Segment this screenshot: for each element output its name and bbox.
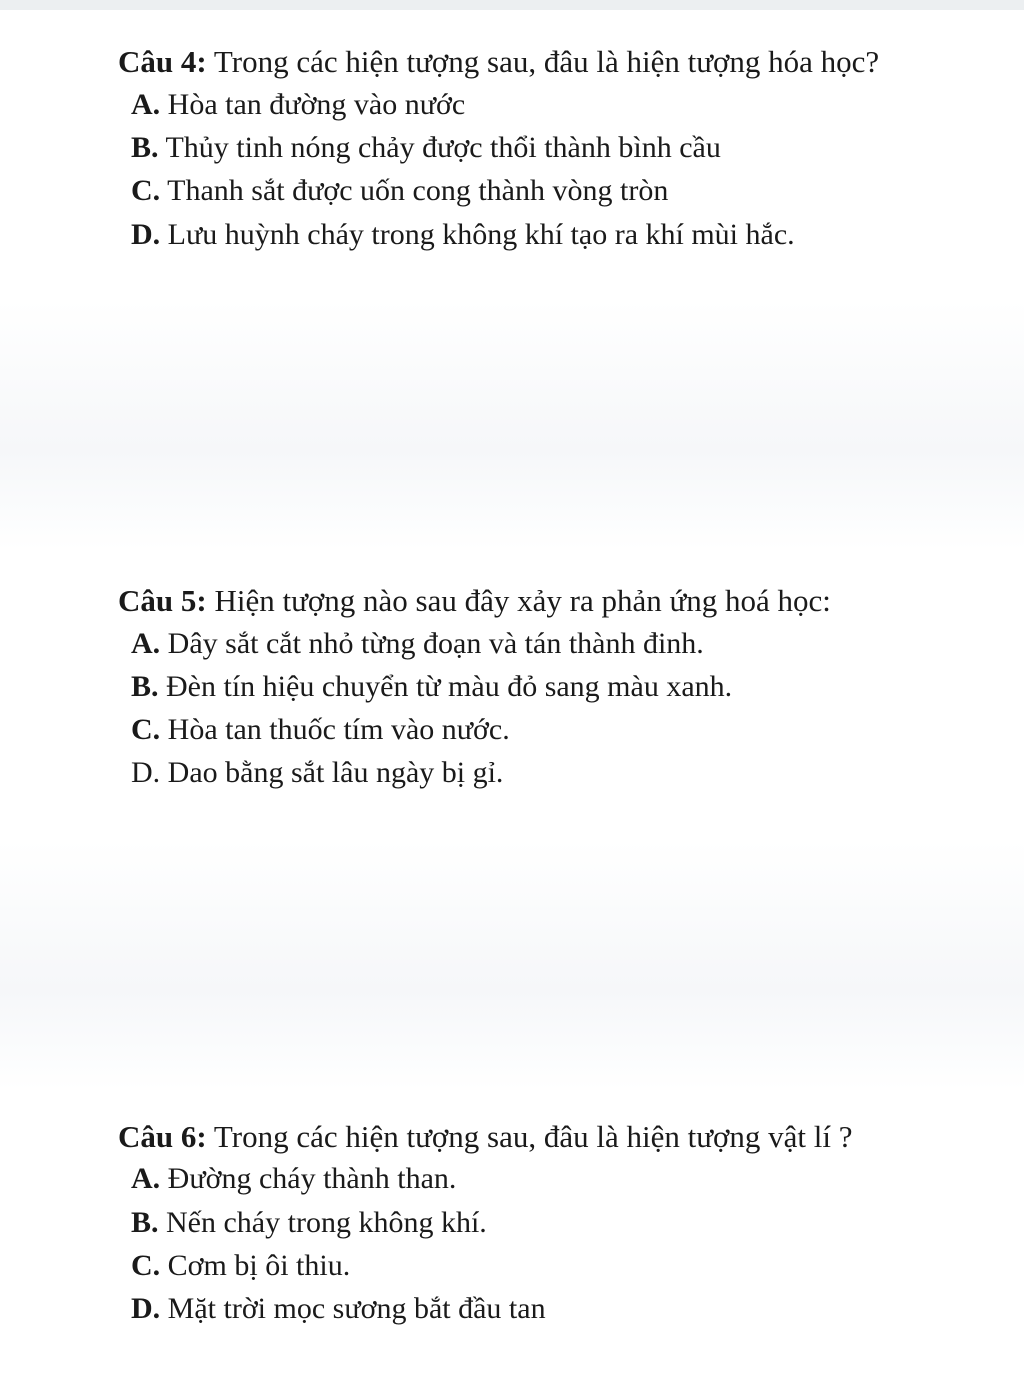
question-6-option-b [131, 1206, 487, 1240]
option-text: Nến cháy trong không khí. [158, 1206, 487, 1239]
question-5-number: Câu 5: [118, 583, 207, 618]
blank-area-1 [0, 300, 1024, 550]
option-text: Hòa tan thuốc tím vào nước. [160, 713, 510, 746]
option-letter: A. [131, 627, 161, 660]
option-text: Mặt trời mọc sương bắt đầu tan [160, 1292, 546, 1325]
option-letter: A. [131, 88, 161, 121]
question-4-option-b [131, 131, 721, 165]
option-letter: B. [131, 131, 159, 164]
option-letter: B. [131, 670, 159, 703]
option-text: Đường cháy thành than. [160, 1162, 457, 1195]
question-6-number: Câu 6: [118, 1119, 207, 1154]
question-4-text: Trong các hiện tượng sau, đâu là hiện tượng hóa học? [206, 44, 880, 79]
question-4-option-d [131, 218, 795, 252]
option-letter: C. [131, 713, 161, 746]
question-6-option-c [131, 1249, 350, 1283]
option-text: Đèn tín hiệu chuyển từ màu đỏ sang màu xanh. [158, 670, 733, 703]
question-4-option-c [131, 174, 668, 208]
question-6-option-a [131, 1162, 456, 1196]
option-text: Lưu huỳnh cháy trong không khí tạo ra khí mùi hắc. [160, 218, 795, 251]
blank-area-2 [0, 840, 1024, 1090]
question-4-option-a [131, 88, 465, 122]
option-text: Hòa tan đường vào nước [160, 88, 466, 121]
option-text: Dao bằng sắt lâu ngày bị gỉ. [160, 756, 504, 789]
question-6-option-d [131, 1292, 546, 1326]
question-5-option-a [131, 627, 704, 661]
option-letter: C. [131, 1249, 161, 1282]
option-text: Cơm bị ôi thiu. [160, 1249, 351, 1282]
option-letter: D. [131, 1292, 161, 1325]
question-5-stem [118, 583, 831, 619]
question-4-stem [118, 44, 879, 80]
question-5-option-b [131, 670, 732, 704]
question-5-text: Hiện tượng nào sau đây xảy ra phản ứng hoá học: [206, 583, 831, 618]
question-5-option-d [131, 756, 503, 790]
question-4-number: Câu 4: [118, 44, 207, 79]
option-text: Thanh sắt được uốn cong thành vòng tròn [160, 174, 669, 207]
option-text: Thủy tinh nóng chảy được thổi thành bình cầu [158, 131, 721, 164]
option-letter: D. [131, 756, 161, 789]
option-letter: C. [131, 174, 161, 207]
question-6-text: Trong các hiện tượng sau, đâu là hiện tượng vật lí ? [206, 1119, 853, 1154]
option-text: Dây sắt cắt nhỏ từng đoạn và tán thành đinh. [160, 627, 704, 660]
option-letter: D. [131, 218, 161, 251]
top-border-strip [0, 0, 1024, 10]
option-letter: B. [131, 1206, 159, 1239]
question-5-option-c [131, 713, 510, 747]
option-letter: A. [131, 1162, 161, 1195]
question-6-stem [118, 1119, 853, 1155]
